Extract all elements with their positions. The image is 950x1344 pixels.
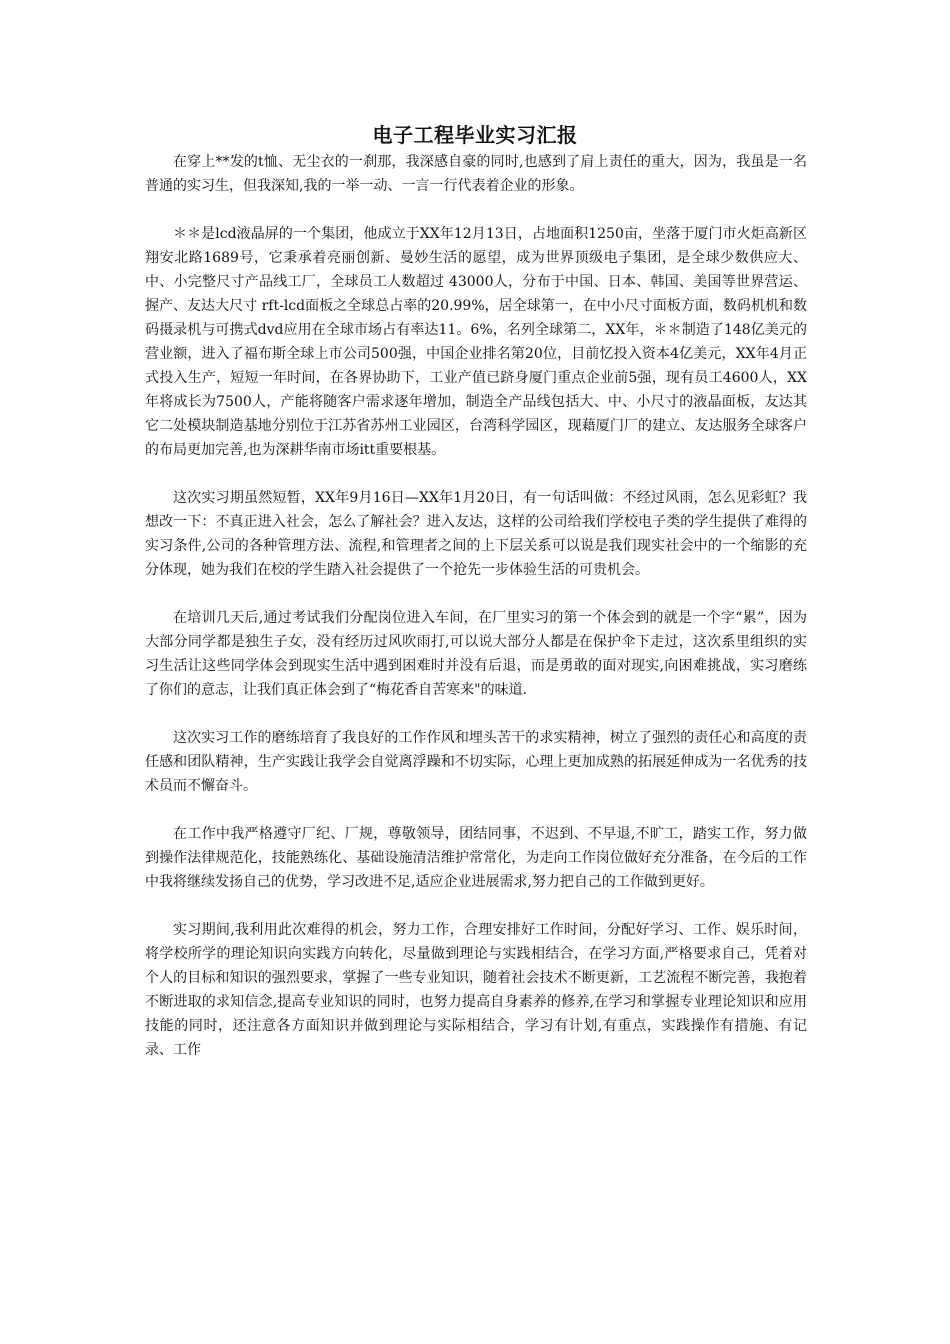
- paragraph-3: 这次实习期虽然短暂，XX年9月16日—XX年1月20日，有一句话叫做：不经过风雨，怎么见彩虹？我想改一下：不真正进入社会，怎么了解社会？进入友达，这样的公司给我们学校电子类的学生提供了难得的实习条件,公司的各种管理方法、流程,和管理者之间的上下层关系可以说是我们现实社会中的一个缩影的充分体现，她为我们在校的学生踏入社会提供了一个抢先一步体验生活的可贵机会。: [145, 490, 807, 578]
- paragraph-4: 在培训几天后,通过考试我们分配岗位进入车间，在厂里实习的第一个体会到的就是一个字“累”，因为大部分同学都是独生子女，没有经历过风吹雨打,可以说大部分人都是在保护伞下走过，这次系里组织的实习生活让这些同学体会到现实生活中遇到困难时并没有后退，而是勇敢的面对现实,向困难挑战，实习磨练了你们的意志，让我们真正体会到了“梅花香自苦寒来"的味道.: [145, 610, 807, 698]
- document-title: 电子工程毕业实习汇报: [372, 123, 578, 147]
- paragraph-7: 实习期间,我利用此次难得的机会，努力工作，合理安排好工作时间，分配好学习、工作、娱乐时间，将学校所学的理论知识向实践方向转化，尽量做到理论与实践相结合，在学习方面,严格要求自己，凭着对个人的目标和知识的强烈要求，掌握了一些专业知识，随着社会技术不断更新，工艺流程不断完善，我抱着不断进取的求知信念,提高专业知识的同时，也努力提高自身素养的修养,在学习和掌握专业理论知识和应用技能的同时，还注意各方面知识并做到理论与实际相结合，学习有计划,有重点，实践操作有措施、有记录、工作: [145, 922, 807, 1058]
- paragraph-1: 在穿上**发的t恤、无尘衣的一刹那，我深感自豪的同时,也感到了肩上责任的重大，因为，我虽是一名普通的实习生，但我深知,我的一举一动、一言一行代表着企业的形象。: [145, 154, 807, 194]
- paragraph-6: 在工作中我严格遵守厂纪、厂规，尊敬领导，团结同事，不迟到、不早退,不旷工，踏实工作，努力做到操作法律规范化，技能熟练化、基础设施清洁维护常常化，为走向工作岗位做好充分准备，在今后的工作中我将继续发扬自己的优势，学习改进不足,适应企业进展需求,努力把自己的工作做到更好。: [145, 826, 807, 890]
- paragraph-5: 这次实习工作的磨练培育了我良好的工作作风和埋头苦干的求实精神，树立了强烈的责任心和高度的责任感和团队精神，生产实践让我学会自觉离浮躁和不切实际，心理上更加成熟的拓展延伸成为一名优秀的技术员而不懈奋斗。: [145, 730, 807, 794]
- paragraph-2: ＊＊是lcd液晶屏的一个集团，他成立于XX年12月13日，占地面积1250亩，坐落于厦门市火炬高新区翔安北路1689号，它秉承着亮丽创新、曼妙生活的愿望，成为世界顶级电子集团，是全球少数供应大、中、小完整尺寸产品线工厂，全球员工人数超过 43000人，分布于中国、日本、韩国、美国等世界营运、握产、友达大尺寸 rft-lcd面板之全球总占率的20.99%，居全球第一，在中小尺寸面板方面，数码机机和数码摄录机与可携式dvd应用在全球市场占有率达11。6%，名列全球第二，XX年，＊＊制造了148亿美元的营业额，进入了福布斯全球上市公司500强，中国企业排名第20位，目前忆投入资本4亿美元，XX年4月正式投入生产，短短一年时间，在各界协助下，工业产值已跻身厦门重点企业前5强，现有员工4600人，XX年将成长为7500人，产能将随客户需求逐年增加，制造全产品线包括大、中、小尺寸的液晶面板，友达其它二处模块制造基地分别位于江苏省苏州工业园区，台湾科学园区，现藉厦门厂的建立、友达服务全球客户的布局更加完善,也为深耕华南市场itt重要根基。: [145, 226, 807, 458]
- document-body: [145, 150, 807, 1086]
